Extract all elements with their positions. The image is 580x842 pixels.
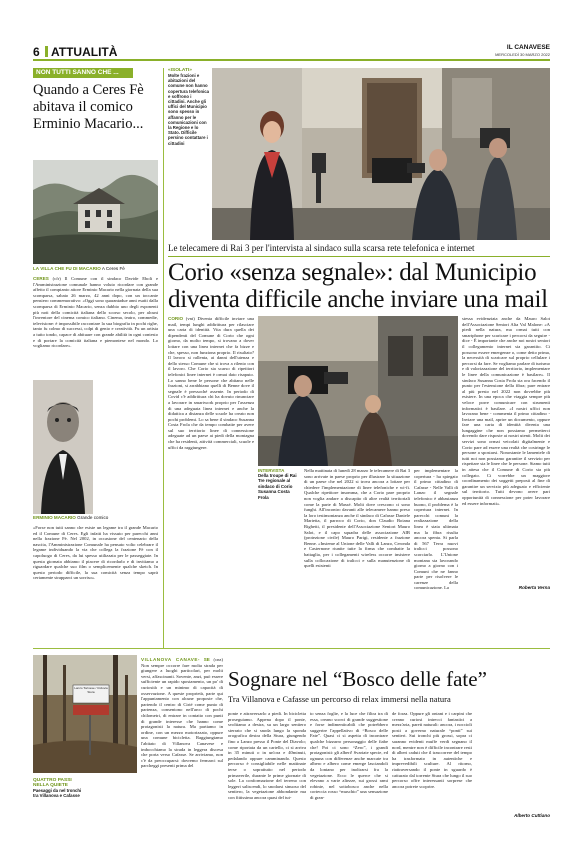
corio-col3: per implementare la copertura - ha spiegato il primo cittadino di Cafasse - Nelle Valli di Lanzo il segnale telefonico è abbastanza buono, il problema è la copertura internet. In parecchi comuni la realizzazione della linea è stata ultimata ma la fibra risulta ancora spenta. Si parla di 567 Terra nuovi tralicci possono scorciarlo. L'Unione montana sta lavorando giorno a giorno con i Comuni che ne fanno parte per risolvere le carenze della comunicazione. La (414, 468, 458, 590)
isolati-title: «ISOLATI» (168, 68, 192, 73)
corio-subhead-rule (168, 256, 550, 257)
isolati-text: Molte frazioni e abitazioni del comune non hanno copertura telefonica e soffrono i cittadini. Anche gli uffici del Municipio sono spesso in affanno per le comunicazioni con la Regione e lo Stato. Difficile persino contattare i cittadini (168, 73, 210, 146)
corio-col1 (168, 316, 254, 590)
story1-dateline: CERES (33, 276, 49, 281)
isolati-sidebar (168, 68, 210, 168)
story-separator (33, 648, 550, 649)
corio-dateline: CORIO (168, 316, 184, 321)
villa-caption (33, 266, 158, 271)
newspaper-name: IL CANAVESE (506, 44, 550, 51)
villa-caption-place: A Ceres Fè (101, 266, 125, 271)
story1-kicker: NON TUTTI SANNO CHE ... (33, 68, 133, 78)
bosco-col1-text: (cnz) Non sempre occorre fare molta strada per giungere a luoghi particolari, per molti versi, affascinanti. Sovente, anzi, può essere sufficiente un rapido spostamento, un po' di curiosità e un minimo di capacità di osservazione. A queste proprietà, parte qui l'appuntamento con alcune proposte che, partendo il centro di Cirié come punto di partenza, consentono nell'arco di pochi chilometri, di entrare in contatto con punti di grande interesse che hanno come protagonisti la natura. Ma partiamo in ordine, con un mezzo motorizzato, oppure una comune bicicletta. Raggiungiamo l'abitato di Villanova Canavese e imbocchiamo la strada in leggera discesa che porta verso Cafasse. Se arriviamo, non c'è da preoccuparsi: dovremo fermarci sul parcheggi presenti prima del (141, 657, 223, 769)
section-title: ATTUALITÀ (51, 45, 118, 59)
interview-caption-label: INTERVISTA (258, 468, 285, 473)
page-number: 6 (33, 45, 40, 59)
section-marker (45, 46, 48, 57)
bosco-headline: Sognare nel “Bosco delle fate” (228, 667, 487, 691)
camera-photo (258, 316, 458, 466)
forest-caption-text: Paesaggi da nel tronchi tra Villanova e Cafasse (33, 788, 82, 799)
bosco-dateline-1: VILLANOVA CANAVE- (141, 657, 200, 662)
macario-photo (33, 380, 93, 514)
header-rule (33, 59, 550, 61)
forest-caption (33, 778, 137, 798)
corio-headline: Corio «senza segnale»: dal Municipio diventa difficile anche inviare una mail (168, 259, 548, 313)
bosco-col3: to senza foglie, e la luce che filtra tra di essa, creano scorci di grande suggestione e forse indimenticabili che potrebbero suggerire l'appellativo di “Bosco delle Fate”. Quasi ci si aspetta di incontrare qualche bizzarro personaggio delle fiabe che! Poi ci sono “Zero”, i grandi protagonisti: gli alberi! Svariate specie, ed ognuna con differenze anche marcate tra albero e albero come emerge lasciandoli da lontano per inoltrarsi fra la vegetazione. Ecco le querce che si elevano a varie altezze, sui grossi rami robinie, nel sottobosco anche nella corteccia rosso “muschio” una sensazione di gran- (310, 711, 388, 800)
macario-caption-label: ERMINIO MACARIO (33, 515, 76, 520)
macario-caption-text: Grande comico (77, 515, 109, 520)
bosco-col2: ponte e attraversarlo a piedi. In bicicletta proseguiamo. Appena dopo il ponte, svoltiamo a destra, su un largo sentiero sterrato che si snoda lungo la sponda orografica destra della Stura, giungendo fino a Lanzo presso il Ponte del Diavolo; come riportata da un cartello, ci si arriva in 35 minuti o in un'ora e 40minuti, pedalando oppure camminando. Questo percorso è consigliabile nelle mattinate terse o soprattutto nel periodo primaverile, durante le prime giornate di sole. La conformazione del terreno con leggeri saliscendi, lo snodarsi sinuoso del sentiero, la vegetazione abbondante ma con fittissima ancora quasi del tut- (228, 711, 306, 800)
column-divider (163, 68, 164, 648)
interview-caption-box (258, 468, 300, 532)
bosco-col1 (141, 657, 223, 817)
villa-caption-label: LA VILLA CHE FU DI MACARIO (33, 266, 101, 271)
story1-para2: «Forse non tutti sanno che esiste un legame tra il grande Macario ed il Comune di Ceres. Egli infatti ha vissuto per parecchi anni nella frazione Fè. Nel 2002, in occasione del centenario della nascita, l'Amministrazione Comunale ha pensato volto celebrare il legame individuando la via che collega la frazione Fè con il capoluogo di Ceres, da lui spesso utilizzata per le passeggiate. In questa giornata abbiamo il piacere di ricordarlo e di invitiamo a riguardare qualche suo film o semplicemente qualche sketch. In questo periodo difficile, la sua comicità senza tempo saprà certamente strapparci un sorriso». (33, 525, 158, 581)
story1-headline: Quando a Ceres Fè abitava il comico Erminio Macario... (33, 82, 144, 132)
interview-caption-text: Della troupe di Rai Tre regionale al sindaco di Corio Susanna Costa Frola (258, 473, 297, 500)
bosco-col5 (476, 711, 550, 811)
corio-col4: stessa evidenziata anche da Mauro Salot dell'Associazione Seniori Alta Val Malone: «A piedi nella natura, ma ormai tutti con smartphone per scaricare i percorsi da seguire - dice - È importante che anche noi nostri seniori il collegamento internet sia garantito. Ci possono essere emergenze o, come detto prima, la necessità di scaricare sul proprio cellulare i percorsi da fare. Se vogliamo parlare di turismo e di valorizzazione del territorio, implementare le linee della comunicazione è basilare». Il sindaco Susanna Costa Frola sta ora facendo il punto per l'estensione della fibra; pare entrare al più presto nel 2022 non dovrebbe più esistere. In una epoca che viaggia sempre più veloce porre comunicare con strumenti informatici è basilare. «I nostri uffici non lavorano bene - commenta il primo cittadino - Inviare una mail, aprire un documento, oppure fare una carta di identità diventa una lungaggine che non possiamo permetterci dovendo dare risposte ai nostri utenti. Molti dei servizi sono ormai veicolati digitalmente e Corio pare ad essere una realtà che costringe le persone a spostarsi. Nonostante le lamentele di tutti noi non possiamo garantire il servizio per rispettare sia le linee che le persone. Siamo tutti in attesa che il Comune di Corio sia più collegato. Ci vorrebbe un maggiore coordinamento dei soggetti preposti al fine di garantire un servizio più adeguato e efficiente sul territorio. Tutti devono avere pari opportunità di connessione per poter lavorare ed essere informati». (462, 316, 550, 506)
story1-para1-cont (96, 382, 158, 510)
macario-caption (33, 515, 158, 520)
corio-col2: Nella mattinata di lunedì 28 marzo le telecamere di Rai 3 sono arrivate in paese proprio per illustrare la situazione di un paese che nel 2022 si trova ancora a lottare per chiedere l'implementazione di linee telefoniche e wi-fi. Qualche ripetitore insomma, che a Corio pare proprio non voglia andare a discapito di altre realtà territoriali come la parte di Massé. Molti dove crescono ci sono funghi. All'incontro davanti alle telecamere hanno preso la loro testimonianza anche il sindaco di Cafasse Daniele Marietta, il parroco di Corio, don Claudio Boiana Righetti, il presidente dell'Associazione Seniori Mauro Salot, e il capo squadra delle associazione AIB (protezione civile) Mauro Parigi, residente a frazione Benne. «Insieme al Unione delle Valli di Lanzo, Ceronda e Casternone riunite tutte la firma che combatte la battaglia, per i collegamenti wireless occorre insistere sulla collocazione di tralicci e sulla manutenzione di quelli esistenti (304, 468, 410, 569)
corio-col1-text: (vnt) Diventa difficile inviare una mail, tempi lunghi addirittura per rilasciare una carta di identità. Vita dura quella dei dipendenti del Comune di Corio che ogni giorno, da molto tempo, si trovano a dover lottare con una linea internet che fa bizze e che, spesso, non funziona proprio. Il risultato? Il lavoro si rallenta, ai danni dell'utenza e dello stesso Comune che si trova a rilento con il lavoro. Che Corio sia scarso di ripetitori telefonici linee internet è ormai dato risaputo. Lo sanno bene le persone che abitano nelle frazioni, si arrabbiano quelli di Benne dove il segnale è pressoché assente. In periodo di Covid c'è addirittura chi ha dovuto rinunciare a lavorare in smartwork proprio per l'assenza di una adeguata linea internet e anche la didattica a distanza delle scuole ha creato non pochi problemi. Lo sa bene il sindaco Susanna Costa Frola che da tempo combatte per avere sul suo territorio linee di connessione adeguate ad un paese ai piedi della montagna che ha residenti, attività commerciali, scuole e uffici da raggiungere. (168, 316, 254, 450)
forest-caption-label: QUATTRO PASSI NELLA QUIETE (33, 778, 72, 788)
corio-byline: Roberta Verna (518, 585, 550, 590)
forest-photo (33, 655, 137, 773)
corio-subhead: Le telecamere di Rai 3 per l'intervista al sindaco sulla scarsa rete telefonica e internet (168, 243, 475, 253)
bosco-col4: de forza. Oppure gli ontani e i carpini che creano curiosi intrecci fantastici a mezz'aria, pareti naturali: ancora, i noccioli posti a governo naturale “ponti” sui sentieri. Sui tronchi più grossi, sopra ci saranno evidenti muffe verdi segnano il nord, mentre non è difficile incontrare resti di alberi caduti che il trascorrere del tempo ha trasformato in autentiche e imprevedibili sculture. Al ritorno, riattraversando il ponte in sguardo è catturato dal torrente Stura che lungo il suo percorso offre interessanti sorprese che ancora potrete scoprire. (392, 711, 472, 789)
villa-photo (33, 160, 158, 264)
bosco-dateline-2: SE (203, 657, 210, 662)
bosco-byline: Alberto Cuttiano (514, 813, 550, 818)
rai3-interview-photo (212, 68, 550, 240)
bosco-subhead: Tra Villanova e Cafasse un percorso di relax immersi nella natura (228, 694, 451, 704)
story1-para1 (33, 276, 158, 380)
issue-date: MERCOLEDÌ 30 MARZO 2022 (495, 52, 550, 57)
forest-sign-text: Lanzo Torinese / Ciclovia Stura (74, 686, 108, 694)
story1-para1-text: (cfr) Il Comune con il sindaco Davide Eboli e l'Amministrazione comunale hanno voluto ricordare con grande affetto il compianto attore Erminio Macario nella giornata della sua scomparsa, sabato 26 marzo, 42 anni dopo, con un toccante pensiero commemorativo: «Oggi sono quarantadue anni esatti dalla scomparsa di Erminio Macario, senza dubbio uno degli esponenti più noti della comicità italiana dello scorso secolo, per alcuni l'inventore del cinema comico italiano. Cinema, teatro, commedie, televisione: è impossibile raccontare la sua biografia in pochi righe, tanto fu colmo di successi, colpi di genio e creatività. Fu un artista a tutto tondo, capace di abituare con grande abilità in ogni contesto e di portare la comicità italiana e piemontese nel mondo. Lo vogliamo ricordare». (33, 276, 158, 349)
